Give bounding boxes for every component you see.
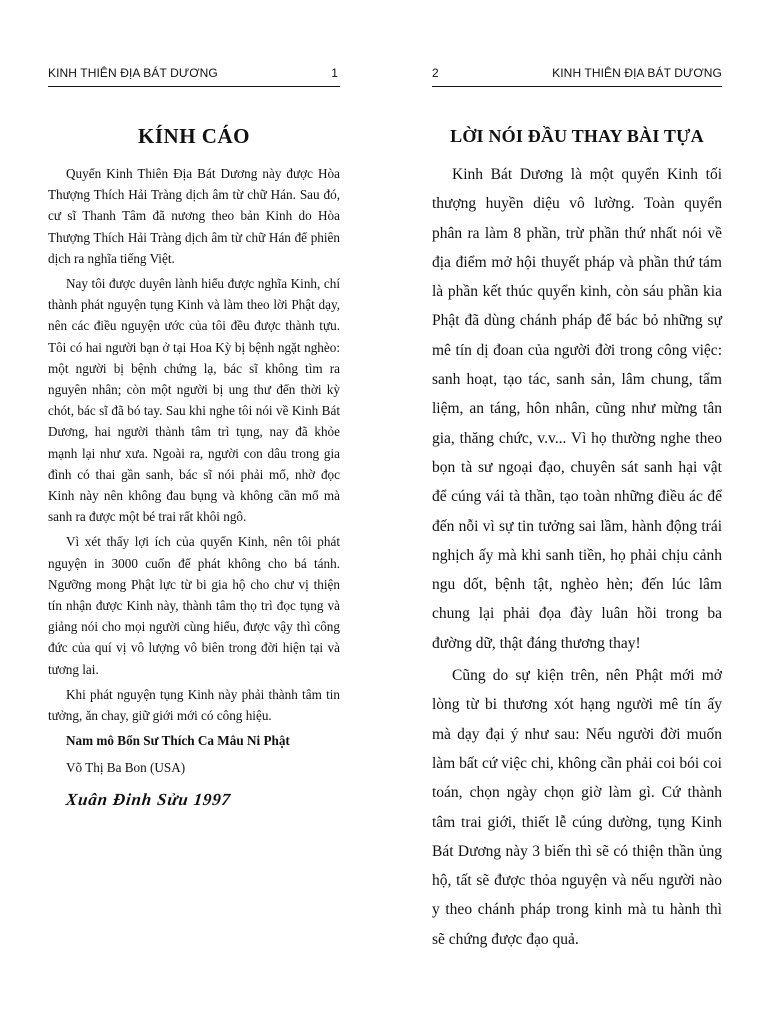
left-page-body [48,163,340,814]
right-paragraph-2: Cũng do sự kiện trên, nên Phật mới mở lòng từ bi thương xót hạng người mê tín ấy mà dạy đại ý như sau: Nếu người đời muốn làm bất cứ việc chi, không cần phải coi bói coi toán, chọn ngày chọn giờ làm gì. Cứ thành tâm trai giới, thiết lễ cúng dường, tụng Kinh Bát Dương này 3 biến thì sẽ có thiện thần ủng hộ, tất sẽ được thỏa nguyện và nếu người nào y theo chánh pháp trong kinh mà tu hành thì sẽ chứng được đạo quả. [432,667,722,948]
right-paragraph-1: Kinh Bát Dương là một quyển Kinh tối thượng huyền diệu vô lường. Toàn quyển phân ra làm 8 phần, trừ phần thứ nhất nói về địa điểm mở hội thuyết pháp và phần thứ tám là phần kết thúc quyển kinh, còn sáu phần kia Phật đã dùng chánh pháp để bác bỏ những sự mê tín dị đoan của người đời trong công việc: sanh hoạt, tạo tác, sanh sản, lâm chung, tẩm liệm, an táng, hôn nhân, cũng như mừng tân gia, thăng chức, v.v... Vì họ thường nghe theo bọn tà sư ngoại đạo, chuyên sát sanh hại vật để cúng vái tà thần, tạo toàn những điều ác để đến nỗi vì sự tin tưởng sai lầm, hành động trái nghịch ấy mà khi sanh tiền, họ phải chịu cảnh ngu dốt, bệnh tật, nghèo hèn; đến lúc lâm chung lại phải đọa đày luân hồi trong ba đường dữ, thật đáng thương thay! [432,166,722,652]
signature-line: Nam mô Bổn Sư Thích Ca Mâu Ni Phật [66,733,290,749]
left-page-title: KÍNH CÁO [138,124,250,148]
right-page-number: 2 [432,66,439,80]
author-name: Võ Thị Ba Bon (USA) [66,760,186,776]
left-header-title: KINH THIÊN ĐỊA BÁT DƯƠNG [48,66,218,80]
right-running-header [432,62,722,87]
right-header-title: KINH THIÊN ĐỊA BÁT DƯƠNG [552,66,722,80]
left-paragraph-4: Khi phát nguyện tụng Kinh này phải thành tâm tin tưởng, ăn chay, giữ giới mới có công hiệu. [48,686,340,724]
signature-date: Xuân Đinh Sửu 1997 [65,789,232,809]
right-page [432,0,722,1024]
left-paragraph-3: Vì xét thấy lợi ích của quyển Kinh, nên tôi phát nguyện in 3000 cuốn để phát không cho bá tánh. Ngưỡng mong Phật lực từ bi gia hộ cho chư vị thiện tín nhận được Kinh này, thành tâm thọ trì đọc tụng và giảng nói cho mọi người cùng hiểu, được vậy thì công đức của quí vị vô lượng vô biên trong đời hiện tại và tương lai. [48,534,340,677]
left-paragraph-2: Nay tôi được duyên lành hiểu được nghĩa Kinh, chí thành phát nguyện tụng Kinh và làm theo lời Phật dạy, nên các điều nguyện ước của tôi đều được thành tựu. Tôi có hai người bạn ở tại Hoa Kỳ bị bệnh ngặt nghèo: một người bị bệnh chứng lạ, bác sĩ không tìm ra nguyên nhân; còn một người bị ung thư đến thời kỳ chót, bác sĩ đã bó tay. Sau khi nghe tôi nói về Kinh Bát Dương, hai người thành tâm trì tụng, nay đã khỏe mạnh lại như xưa. Ngoài ra, người con dâu trong gia đình có thai gần sanh, bác sĩ nói phải mổ, nhờ đọc Kinh này nên không đau bụng và không cần mổ mà sanh ra được một bé trai rất khôi ngô. [48,276,340,525]
left-running-header [48,62,340,87]
left-page-number: 1 [331,66,338,80]
right-page-body [432,160,722,957]
left-page [48,0,340,1024]
right-page-title: LỜI NÓI ĐẦU THAY BÀI TỰA [450,126,704,146]
left-paragraph-1: Quyển Kinh Thiên Địa Bát Dương này được Hòa Thượng Thích Hải Tràng dịch âm từ chữ Hán. Sau đó, cư sĩ Thanh Tâm đã nương theo bản Kinh do Hòa Thượng Thích Hải Tràng dịch âm từ chữ Hán để phiên dịch ra nghĩa tiếng Việt. [48,166,340,266]
